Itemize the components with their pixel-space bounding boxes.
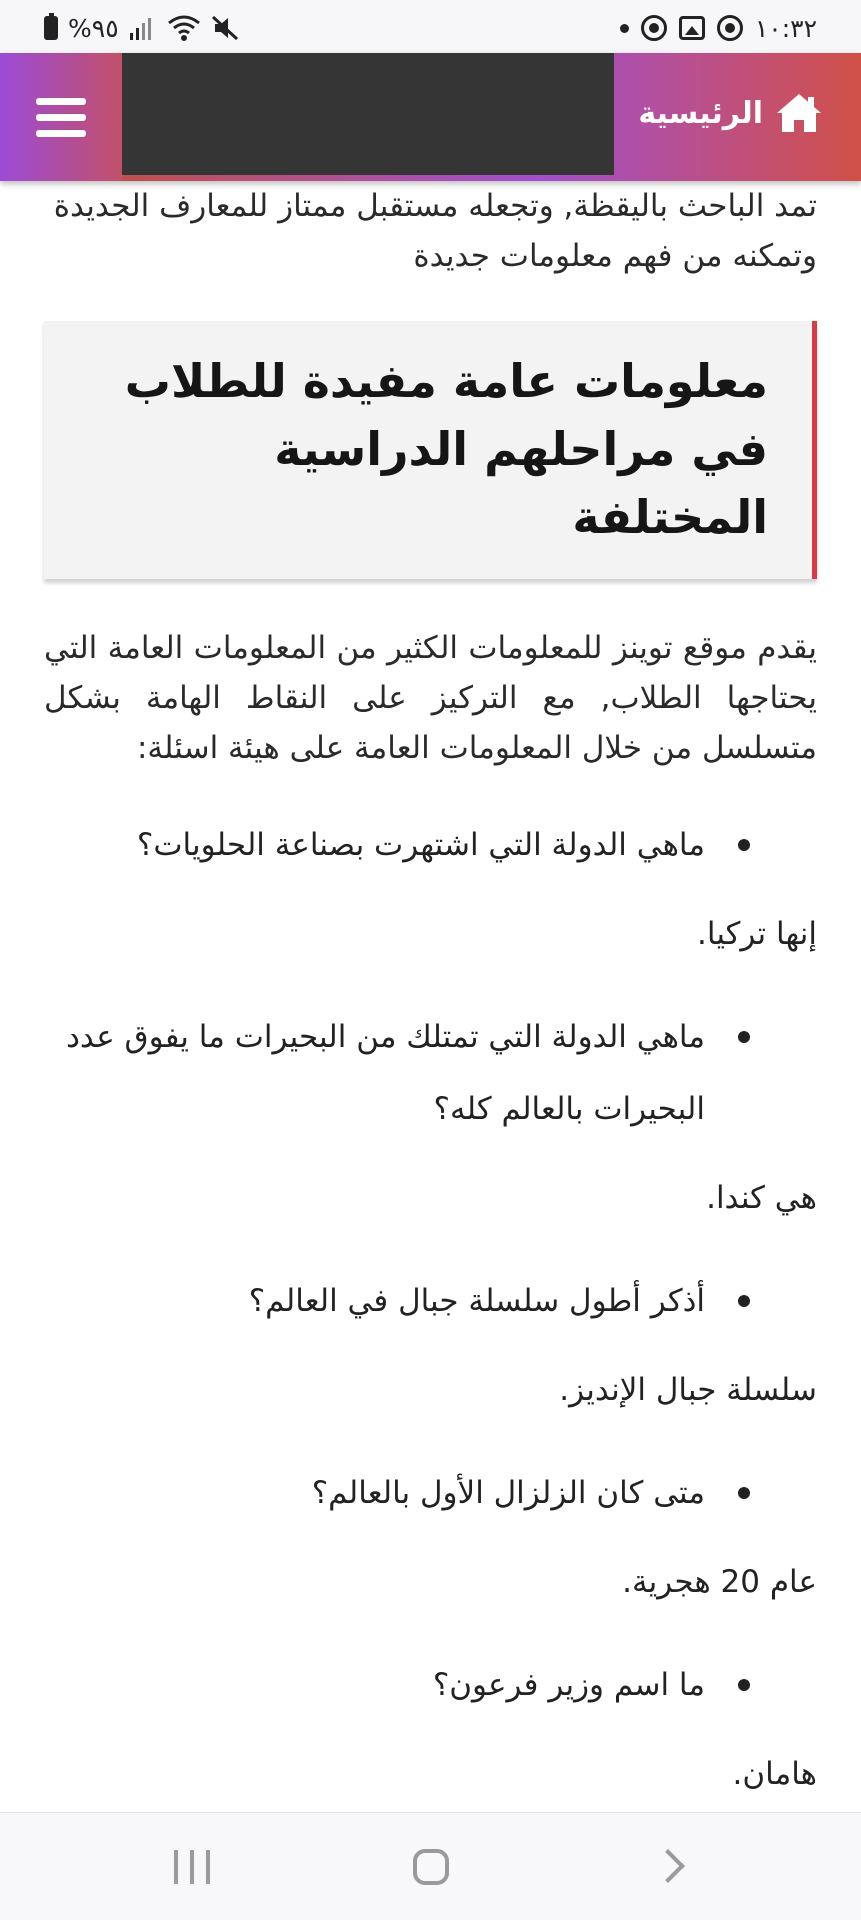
wifi-icon: [167, 14, 201, 42]
battery-icon: [44, 16, 58, 40]
notification-dot-icon: [620, 24, 629, 33]
status-time: ١٠:٣٢: [754, 13, 817, 43]
question-item: ماهي الدولة التي اشتهرت بصناعة الحلويات؟: [44, 809, 817, 881]
question-item: ماهي الدولة التي تمتلك من البحيرات ما يفوق عدد البحيرات بالعالم كله؟: [44, 1001, 817, 1145]
back-icon[interactable]: [651, 1849, 685, 1883]
signal-icon: [129, 15, 157, 41]
home-link[interactable]: [638, 91, 823, 135]
answer-text: هي كندا.: [706, 1180, 817, 1216]
article-content: [44, 181, 817, 1799]
qa-list: [44, 809, 817, 881]
menu-icon-bar: [36, 114, 86, 121]
chrome-icon: [641, 15, 667, 41]
home-button-icon[interactable]: [413, 1849, 449, 1885]
section-heading-box: [44, 321, 817, 579]
battery-percent: %٩٥: [68, 13, 119, 43]
qa-list: [44, 1457, 817, 1529]
question-item: أذكر أطول سلسلة جبال في العالم؟: [44, 1265, 817, 1337]
qa-list: [44, 1265, 817, 1337]
answer-text: إنها تركيا.: [697, 916, 817, 952]
intro-paragraph: يقدم موقع توينز للمعلومات الكثير من المعلومات العامة التي يحتاجها الطلاب, مع التركيز على النقاط الهامة بشكل متسلسل من خلال المعلومات العامة على هيئة اسئلة:: [44, 630, 817, 766]
menu-icon-bar: [36, 130, 86, 137]
answer-text: عام 20 هجرية.: [622, 1564, 817, 1600]
gallery-icon: [679, 16, 705, 40]
status-right-group: [620, 14, 817, 42]
chrome-icon: [717, 15, 743, 41]
system-nav-bar: [0, 1812, 861, 1920]
section-heading: معلومات عامة مفيدة للطلاب في مراحلهم الدراسية المختلفة: [124, 354, 768, 544]
answer-text: سلسلة جبال الإنديز.: [559, 1372, 817, 1408]
home-label: الرئيسية: [638, 95, 763, 131]
header-banner: [122, 53, 614, 175]
menu-button[interactable]: [0, 53, 122, 181]
top-paragraph: تمد الباحث باليقظة, وتجعله مستقبل ممتاز للمعارف الجديدة وتمكنه من فهم معلومات جديدة: [53, 188, 817, 274]
status-left-group: [44, 14, 239, 42]
home-icon: [775, 91, 823, 135]
recent-apps-icon[interactable]: [174, 1850, 210, 1884]
menu-icon: [36, 98, 86, 105]
qa-list: [44, 1001, 817, 1145]
mute-icon: [211, 15, 239, 41]
qa-list: [44, 1649, 817, 1721]
status-bar: [0, 0, 861, 53]
question-item: متى كان الزلزال الأول بالعالم؟: [44, 1457, 817, 1529]
answer-text: هامان.: [732, 1756, 817, 1792]
question-item: ما اسم وزير فرعون؟: [44, 1649, 817, 1721]
site-header: [0, 53, 861, 181]
